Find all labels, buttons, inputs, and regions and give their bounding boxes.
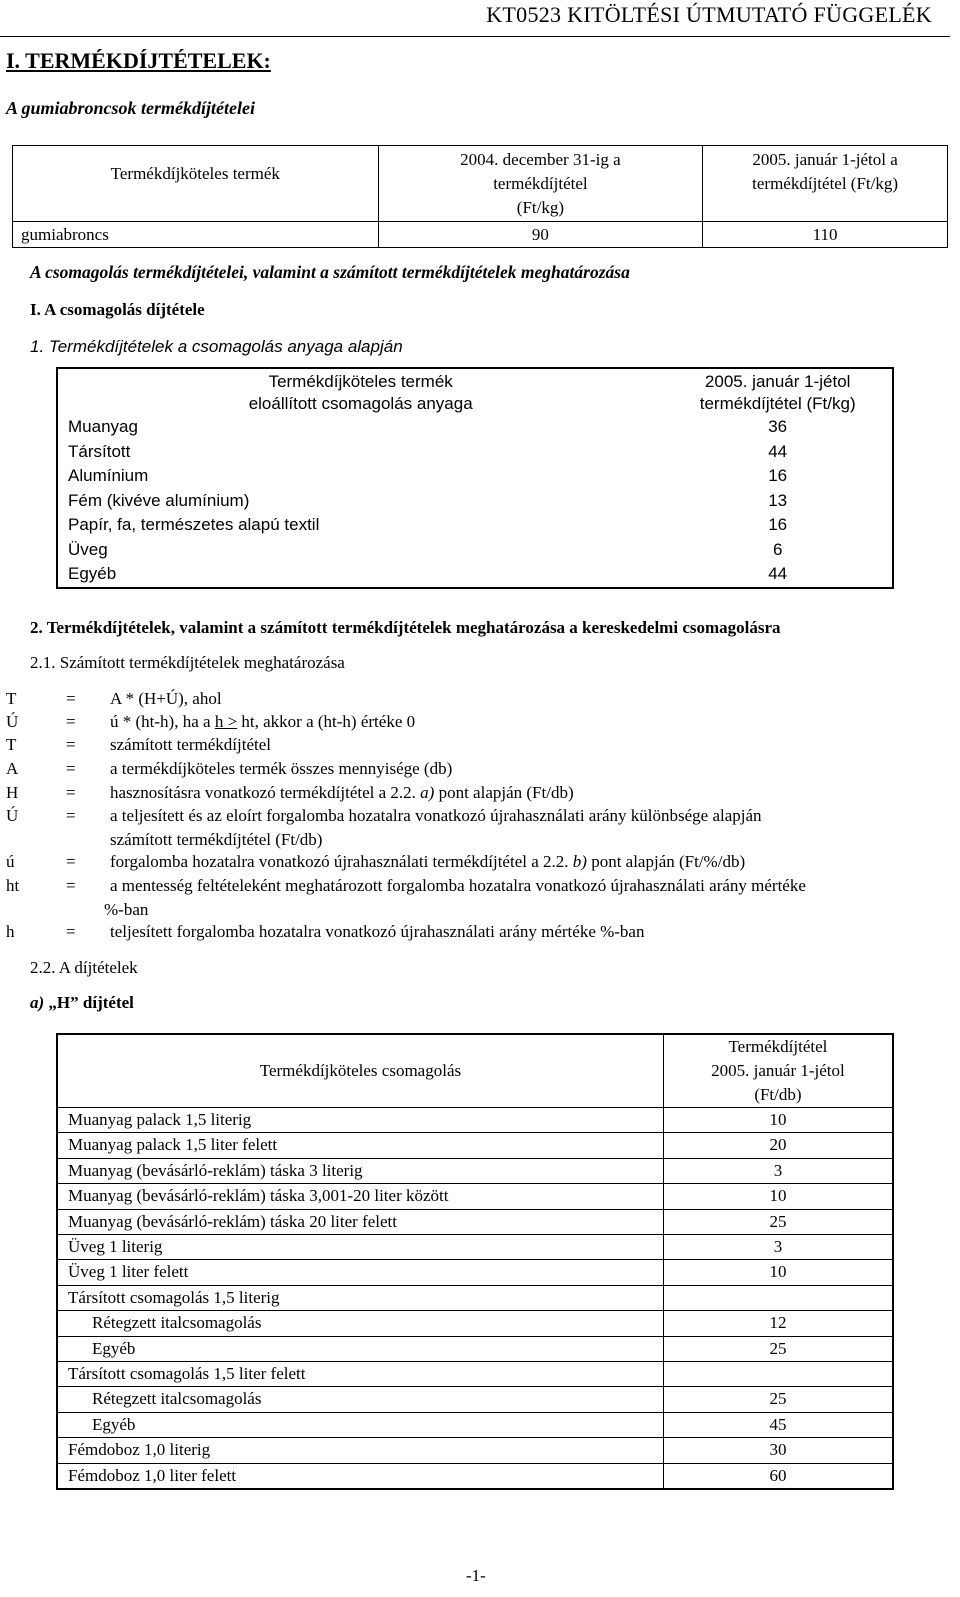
rate-col-header: 2005. január 1-jétol termékdíjtétel (Ft/kg) [699, 372, 856, 413]
table-row: Muanyag 36 [68, 417, 788, 436]
packaging-heading: A csomagolás termékdíjtételei, valamint a számított termékdíjtételek meghatározása [30, 262, 630, 282]
tire-col-2004: 2004. december 31-ig a termékdíjtétel (Ft/kg) [378, 146, 703, 222]
h-packaging-col-header: Termékdíjköteles csomagolás [259, 1061, 462, 1080]
commercial-sub-21: 2.1. Számított termékdíjtételek meghatározása [30, 653, 345, 672]
document-title: KT0523 KITÖLTÉSI ÚTMUTATÓ FÜGGELÉK [486, 2, 932, 27]
table-row: Muanyag (bevásárló-reklám) táska 20 liter felett 25 [57, 1209, 893, 1234]
table-row: Társított csomagolás 1,5 liter felett [57, 1362, 893, 1387]
section-title: I. TERMÉKDÍJTÉTELEK: [6, 48, 271, 73]
table-row: Fém (kivéve alumínium) 13 [68, 490, 788, 510]
tire-row-value-2005: 110 [703, 222, 948, 248]
h-rate-col-header: Termékdíjtétel 2005. január 1-jétol (Ft/db) [663, 1034, 893, 1108]
table-row: Egyéb 45 [57, 1412, 893, 1437]
table-row: Társított csomagolás 1,5 literig [57, 1285, 893, 1310]
table-row: Társított 44 [68, 441, 788, 461]
commercial-heading: 2. Termékdíjtételek, valamint a számított termékdíjtételek meghatározása a kereskedelmi csomagolásra [30, 618, 781, 637]
tire-col-2005: 2005. január 1-jétol a termékdíjtétel (Ft/kg) [703, 146, 948, 222]
table-row: Alumínium 16 [68, 466, 788, 485]
header-divider [0, 36, 950, 37]
table-row: Papír, fa, természetes alapú textil 16 [68, 515, 788, 534]
tire-row-label: gumiabroncs [13, 222, 379, 248]
tire-col-product: Termékdíjköteles termék [13, 146, 379, 222]
table-row: Fémdoboz 1,0 literig 30 [57, 1438, 893, 1463]
packaging-material-table [56, 367, 894, 589]
tire-row-value-2004: 90 [378, 222, 703, 248]
table-row: Muanyag palack 1,5 liter felett 20 [57, 1133, 893, 1158]
table-row: Rétegzett italcsomagolás 25 [57, 1387, 893, 1412]
h-fee-heading: a) „H” díjtétel [30, 993, 134, 1012]
tire-heading: A gumiabroncsok termékdíjtételei [6, 98, 255, 118]
table-row: Üveg 1 literig 3 [57, 1235, 893, 1260]
table-row: Muanyag (bevásárló-reklám) táska 3,001-20 liter között 10 [57, 1184, 893, 1209]
table-row: Üveg 6 [68, 539, 783, 559]
table-row: Muanyag (bevásárló-reklám) táska 3 literig 3 [57, 1158, 893, 1183]
table-row: Fémdoboz 1,0 liter felett 60 [57, 1463, 893, 1489]
packaging-sub-1: 1. Termékdíjtételek a csomagolás anyaga alapján [30, 337, 403, 356]
material-col-header: Termékdíjköteles termék eloállított csomagolás anyaga [248, 372, 473, 413]
page-number: -1- [466, 1566, 486, 1585]
table-row: Üveg 1 liter felett 10 [57, 1260, 893, 1285]
table-row: Rétegzett italcsomagolás 12 [57, 1311, 893, 1336]
table-row: Egyéb 44 [68, 564, 788, 583]
table-row: Muanyag palack 1,5 literig 10 [57, 1108, 893, 1133]
table-row: Egyéb 25 [57, 1336, 893, 1361]
tire-fee-table [12, 145, 948, 248]
h-fee-table [56, 1033, 894, 1490]
packaging-sub-i: I. A csomagolás díjtétele [30, 300, 205, 319]
commercial-sub-22: 2.2. A díjtételek [30, 958, 138, 977]
